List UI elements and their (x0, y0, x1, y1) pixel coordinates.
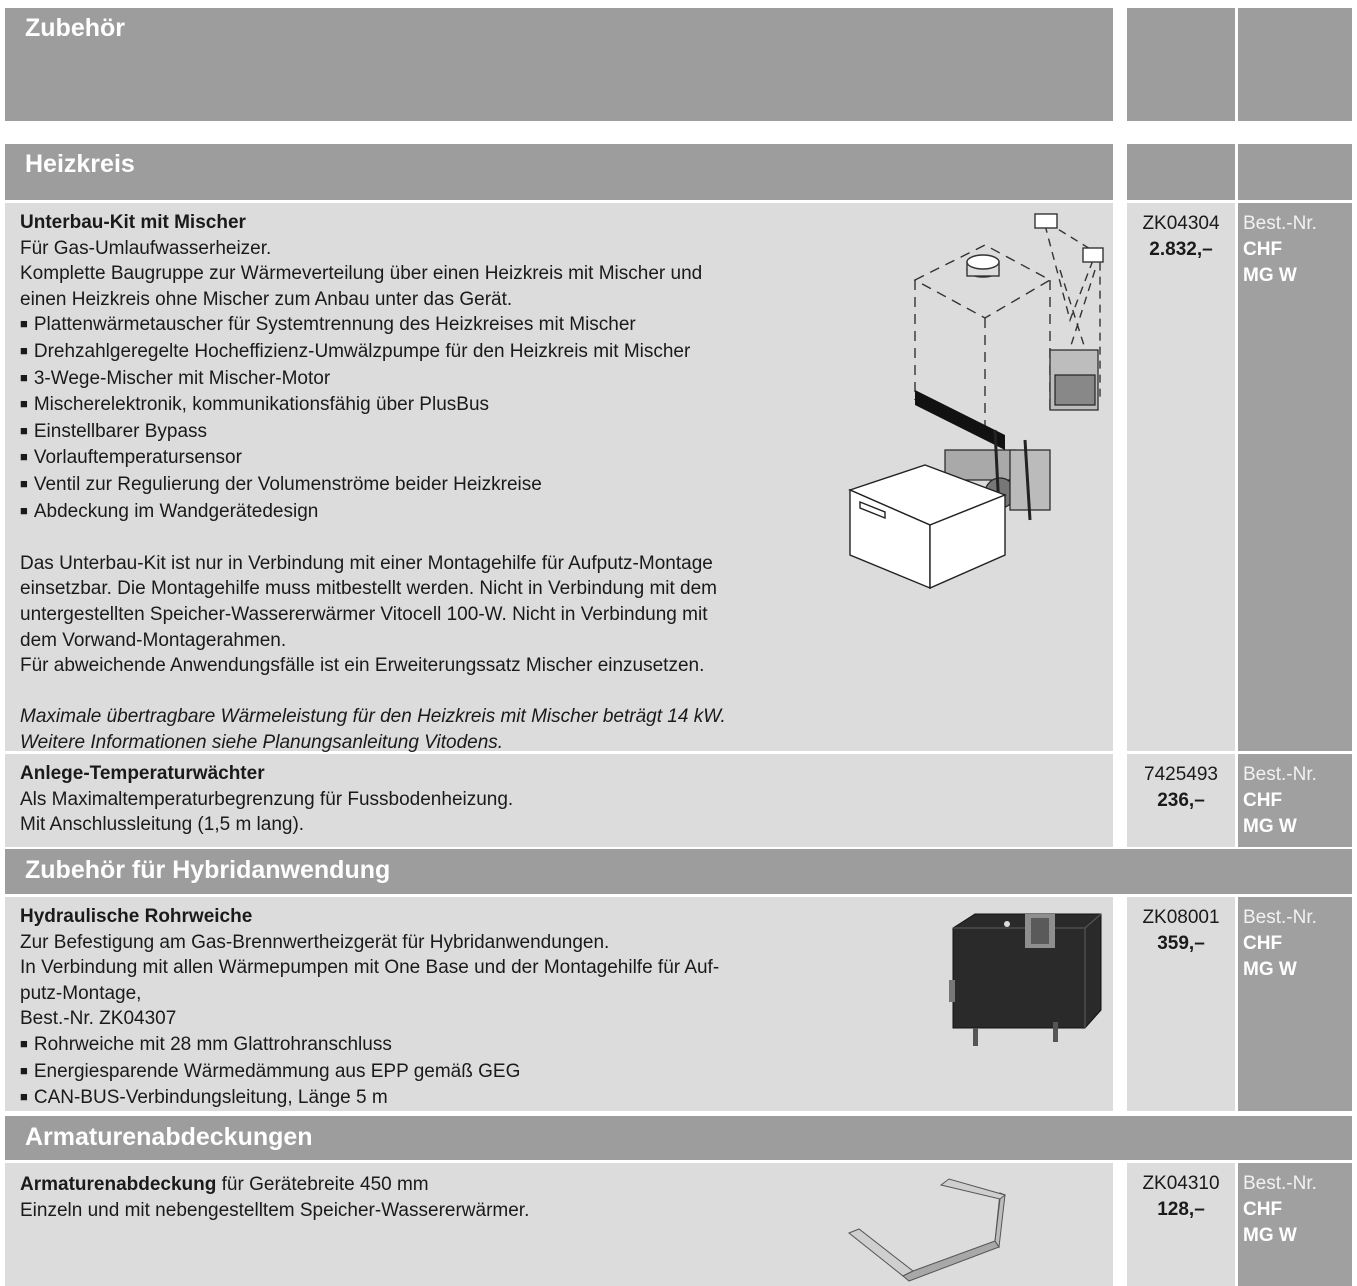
currency-label: CHF (1243, 933, 1283, 954)
section-header-code-column (1127, 144, 1235, 200)
best-nr-label: Best.-Nr. (1243, 1173, 1317, 1194)
bullet-item: ■ Rohrweiche mit 28 mm Glattrohranschluss (20, 1032, 840, 1059)
item-line: Einzeln und mit nebengestelltem Speicher-Wassererwärmer. (20, 1199, 530, 1221)
mg-label: MG W (1243, 1225, 1297, 1246)
best-nr-label: Best.-Nr. (1243, 764, 1317, 785)
item-line: Für Gas-Umlaufwasserheizer. (20, 237, 272, 259)
mg-label: MG W (1243, 959, 1297, 980)
bullet-item: ■ Abdeckung im Wandgerätedesign (20, 499, 840, 526)
section-header-heizkreis (5, 144, 1113, 200)
section-header-armaturenabdeckungen (5, 1116, 1352, 1160)
section-title: Zubehör für Hybridanwendung (25, 856, 391, 884)
section-title: Armaturenabdeckungen (25, 1123, 313, 1151)
item-title: Hydraulische Rohrweiche (20, 906, 253, 927)
item-code-cell (1127, 754, 1235, 847)
best-nr-label: Best.-Nr. (1243, 907, 1317, 928)
item-line: einen Heizkreis ohne Mischer zum Anbau unter das Gerät. (20, 288, 513, 310)
item-order-number: ZK08001 (1142, 907, 1220, 928)
item-title: Unterbau-Kit mit Mischer (20, 212, 246, 233)
section-header-label-column (1238, 144, 1352, 200)
item-order-number: 7425493 (1144, 764, 1218, 785)
item-line: putz-Montage, (20, 982, 142, 1004)
bullet-item: ■ 3-Wege-Mischer mit Mischer-Motor (20, 366, 840, 393)
item-description-unterbau-kit (20, 210, 840, 755)
item-line: Zur Befestigung am Gas-Brennwertheizgerät für Hybridanwendungen. (20, 931, 610, 953)
item-label-cell (1238, 203, 1352, 751)
bullet-item: ■ Ventil zur Regulierung der Volumenströme beider Heizkreise (20, 472, 840, 499)
item-label-cell (1238, 1163, 1352, 1286)
item-price: 2.832,– (1149, 239, 1213, 260)
bullet-item: ■ Einstellbarer Bypass (20, 419, 840, 446)
section-header-hybridanwendung (5, 849, 1352, 894)
bullet-item: ■ Plattenwärmetauscher für Systemtrennung des Heizkreises mit Mischer (20, 312, 840, 339)
item-code-cell (1127, 203, 1235, 751)
best-nr-label: Best.-Nr. (1243, 213, 1317, 234)
item-price: 359,– (1157, 933, 1205, 954)
currency-label: CHF (1243, 239, 1283, 260)
item-title-line (20, 1172, 840, 1198)
bullet-item: ■ Mischerelektronik, kommunikationsfähig über PlusBus (20, 392, 840, 419)
page-header-label-column (1238, 8, 1352, 121)
item-description-armaturenabdeckung (20, 1172, 840, 1223)
section-title: Heizkreis (25, 150, 135, 178)
item-code-cell (1127, 897, 1235, 1111)
page-title: Zubehör (25, 14, 125, 42)
bullet-item: ■ Drehzahlgeregelte Hocheffizienz-Umwälzpumpe für den Heizkreis mit Mischer (20, 339, 840, 366)
item-description-rohrweiche (20, 904, 840, 1112)
item-note: dem Vorwand-Montagerahmen. (20, 629, 287, 651)
page-header (5, 8, 1113, 121)
item-order-number: ZK04310 (1142, 1173, 1220, 1194)
item-price: 128,– (1157, 1199, 1205, 1220)
item-code-cell (1127, 1163, 1235, 1286)
item-label-cell (1238, 754, 1352, 847)
item-line: Best.-Nr. ZK04307 (20, 1008, 177, 1030)
unterbau-kit-illustration (845, 210, 1110, 590)
mg-label: MG W (1243, 265, 1297, 286)
item-line: Mit Anschlussleitung (1,5 m lang). (20, 814, 305, 836)
bullet-item: ■ CAN-BUS-Verbindungsleitung, Länge 5 m (20, 1085, 840, 1112)
item-line: Als Maximaltemperaturbegrenzung für Fussbodenheizung. (20, 788, 514, 810)
bullet-item: ■ Vorlauftemperatursensor (20, 445, 840, 472)
item-bullet-list (20, 312, 840, 525)
mg-label: MG W (1243, 816, 1297, 837)
item-price: 236,– (1157, 790, 1205, 811)
rohrweiche-illustration (945, 910, 1105, 1050)
item-italic-note: Maximale übertragbare Wärmeleistung für den Heizkreis mit Mischer beträgt 14 kW. (20, 706, 726, 728)
page-header-code-column (1127, 8, 1235, 121)
item-note: Für abweichende Anwendungsfälle ist ein Erweiterungssatz Mischer einzusetzen. (20, 655, 705, 677)
item-title: Armaturenabdeckung (20, 1174, 217, 1195)
item-order-number: ZK04304 (1142, 213, 1220, 234)
item-italic-note: Weitere Informationen siehe Planungsanleitung Vitodens. (20, 731, 504, 753)
item-description-anlege-temperaturwaechter (20, 761, 840, 838)
item-note: einsetzbar. Die Montagehilfe muss mitbestellt werden. Nicht in Verbindung mit dem (20, 578, 718, 600)
item-title: Anlege-Temperaturwächter (20, 763, 265, 784)
item-note: Das Unterbau-Kit ist nur in Verbindung mit einer Montagehilfe für Aufputz-Montage (20, 552, 713, 574)
item-note: untergestellten Speicher-Wassererwärmer Vitocell 100-W. Nicht in Verbindung mit (20, 603, 708, 625)
armaturenabdeckung-illustration (845, 1175, 1010, 1283)
item-line: In Verbindung mit allen Wärmepumpen mit One Base und der Montagehilfe für Auf- (20, 957, 720, 979)
item-line: Komplette Baugruppe zur Wärmeverteilung über einen Heizkreis mit Mischer und (20, 263, 703, 285)
item-bullet-list (20, 1032, 840, 1112)
currency-label: CHF (1243, 790, 1283, 811)
bullet-item: ■ Energiesparende Wärmedämmung aus EPP gemäß GEG (20, 1059, 840, 1086)
item-label-cell (1238, 897, 1352, 1111)
currency-label: CHF (1243, 1199, 1283, 1220)
item-title-suffix: für Gerätebreite 450 mm (216, 1174, 429, 1195)
